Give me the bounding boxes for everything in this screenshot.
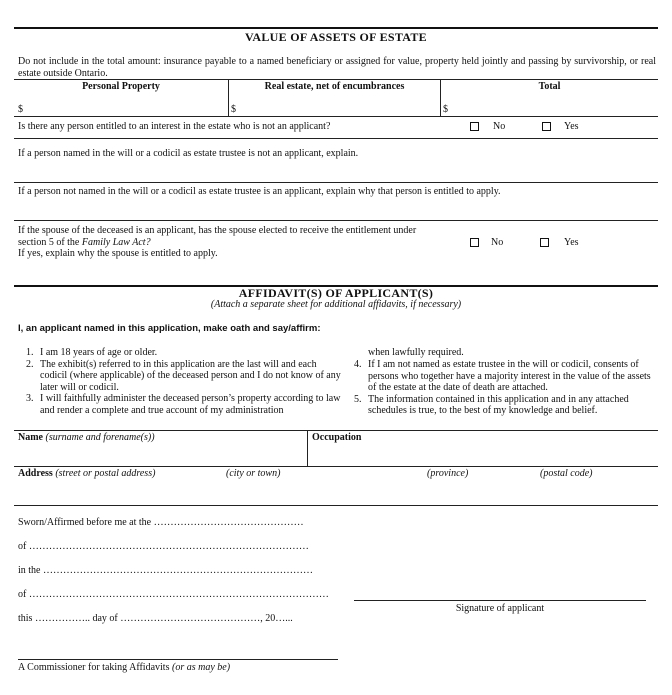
affidavit-item <box>354 394 652 417</box>
sworn-date-line[interactable]: this …………….. day of ……………………………………, 20…... <box>18 613 293 624</box>
question-non-applicant-interest: Is there any person entitled to an interest in the estate who is not an applicant? <box>18 121 331 132</box>
q1-no-label: No <box>493 121 506 132</box>
q4-no-checkbox[interactable] <box>470 238 479 247</box>
table-bottom-rule <box>14 116 658 117</box>
item-number: 1. <box>26 347 34 358</box>
item-number: 5. <box>354 393 362 405</box>
item-number: 4. <box>354 359 362 370</box>
address-hint: (street or postal address) <box>55 468 156 479</box>
province-field[interactable]: (province) <box>427 468 469 479</box>
item-number: 3. <box>26 393 34 404</box>
question-non-named-applicant: If a person not named in the will or a codicil as estate trustee is an applicant, explain why that person is entitled to apply. <box>18 186 501 197</box>
q4-line1: If the spouse of the deceased is an applicant, has the spouse elected to receive the entitlement under <box>18 225 417 236</box>
q2-rule <box>14 182 658 183</box>
item-text: If I am not named as estate trustee in the will or codicil, consents of persons who together have a majority interest in the value of the assets of the estate at the date of death are attached. <box>368 359 651 393</box>
name-occupation-divider <box>307 430 308 466</box>
affidavit-title: AFFIDAVIT(S) OF APPLICANT(S) <box>238 286 434 300</box>
affidavit-item <box>354 359 652 394</box>
commissioner-label <box>18 662 230 674</box>
real-estate-value[interactable]: $ <box>231 104 236 115</box>
occupation-field[interactable]: Occupation <box>312 432 362 443</box>
table-header-rule <box>14 79 658 80</box>
q1-yes-label: Yes <box>564 121 579 132</box>
item-text: The exhibit(s) referred to in this application are the last will and each codicil (where applicable) of the deceased person and I do not know of any later will or codicil. <box>40 358 341 393</box>
affidavit-list-right <box>354 359 652 417</box>
item-number: 2. <box>26 358 34 370</box>
affidavit-subtitle: (Attach a separate sheet for additional affidavits, if necessary) <box>210 299 462 310</box>
personal-property-value[interactable]: $ <box>18 104 23 115</box>
address-bottom-rule <box>14 505 658 506</box>
col-divider-1 <box>228 79 229 117</box>
item-text: The information contained in this application and in any attached schedules is true, to the best of my knowledge and belief. <box>368 393 629 416</box>
signature-label: Signature of applicant <box>455 603 545 614</box>
sworn-in-line[interactable]: in the ……………………………………………………………………… <box>18 565 313 576</box>
q4-line2-prefix: section 5 of the <box>18 236 82 248</box>
q4-act-name: Family Law Act? <box>81 236 151 248</box>
assets-title: VALUE OF ASSETS OF ESTATE <box>244 30 427 44</box>
name-label: Name <box>18 432 43 443</box>
oath-statement: I, an applicant named in this application, make oath and say/affirm: <box>18 323 321 334</box>
postal-code-field[interactable]: (postal code) <box>540 468 593 479</box>
commissioner-text: A Commissioner for taking Affidavits <box>18 662 172 673</box>
q4-line2 <box>18 237 468 249</box>
q1-no-checkbox[interactable] <box>470 122 479 131</box>
q3-rule <box>14 220 658 221</box>
assets-intro: Do not include in the total amount: insurance payable to a named beneficiary or assigned for value, property held jointly and passing by survivorship, or real estate outside Ontario. <box>18 56 656 79</box>
name-field[interactable] <box>18 432 155 444</box>
commissioner-qualifier: (or as may be) <box>171 662 231 673</box>
affidavit-item <box>26 347 344 359</box>
affidavit-item <box>26 393 344 416</box>
q4-yes-label: Yes <box>564 237 579 248</box>
affidavit-list-left <box>26 347 344 416</box>
question-trustee-not-applicant: If a person named in the will or a codicil as estate trustee is not an applicant, explain. <box>18 148 359 159</box>
sworn-location-line[interactable]: Sworn/Affirmed before me at the ……………………………………… <box>18 517 304 528</box>
item-text: I will faithfully administer the deceased person’s property according to law and render a complete and true account of my administration <box>40 393 341 416</box>
signature-line[interactable] <box>354 600 646 601</box>
col-real-estate: Real estate, net of encumbrances <box>264 81 405 92</box>
col-divider-2 <box>440 79 441 117</box>
q4-line3: If yes, explain why the spouse is entitled to apply. <box>18 248 218 259</box>
sworn-of-line-2[interactable]: of ……………………………………………………………………………… <box>18 589 329 600</box>
total-value[interactable]: $ <box>443 104 448 115</box>
q4-yes-checkbox[interactable] <box>540 238 549 247</box>
affidavit-item <box>26 359 344 394</box>
name-hint: (surname and forename(s)) <box>45 432 155 443</box>
address-label: Address <box>18 468 53 479</box>
q4-no-label: No <box>491 237 504 248</box>
city-field[interactable]: (city or town) <box>226 468 281 479</box>
q1-rule <box>14 138 658 139</box>
question-spouse-election <box>18 225 468 260</box>
q1-yes-checkbox[interactable] <box>542 122 551 131</box>
col-personal-property: Personal Property <box>82 81 160 92</box>
commissioner-signature-line[interactable] <box>18 659 338 660</box>
name-row-bottom-rule <box>14 466 658 467</box>
name-row-top-rule <box>14 430 658 431</box>
item-text: I am 18 years of age or older. <box>40 347 158 358</box>
col-total: Total <box>538 81 561 92</box>
sworn-of-line-1[interactable]: of ………………………………………………………………………… <box>18 541 309 552</box>
address-field[interactable] <box>18 468 155 480</box>
affidavit-item3-continuation: when lawfully required. <box>368 347 464 358</box>
top-rule <box>14 27 658 29</box>
